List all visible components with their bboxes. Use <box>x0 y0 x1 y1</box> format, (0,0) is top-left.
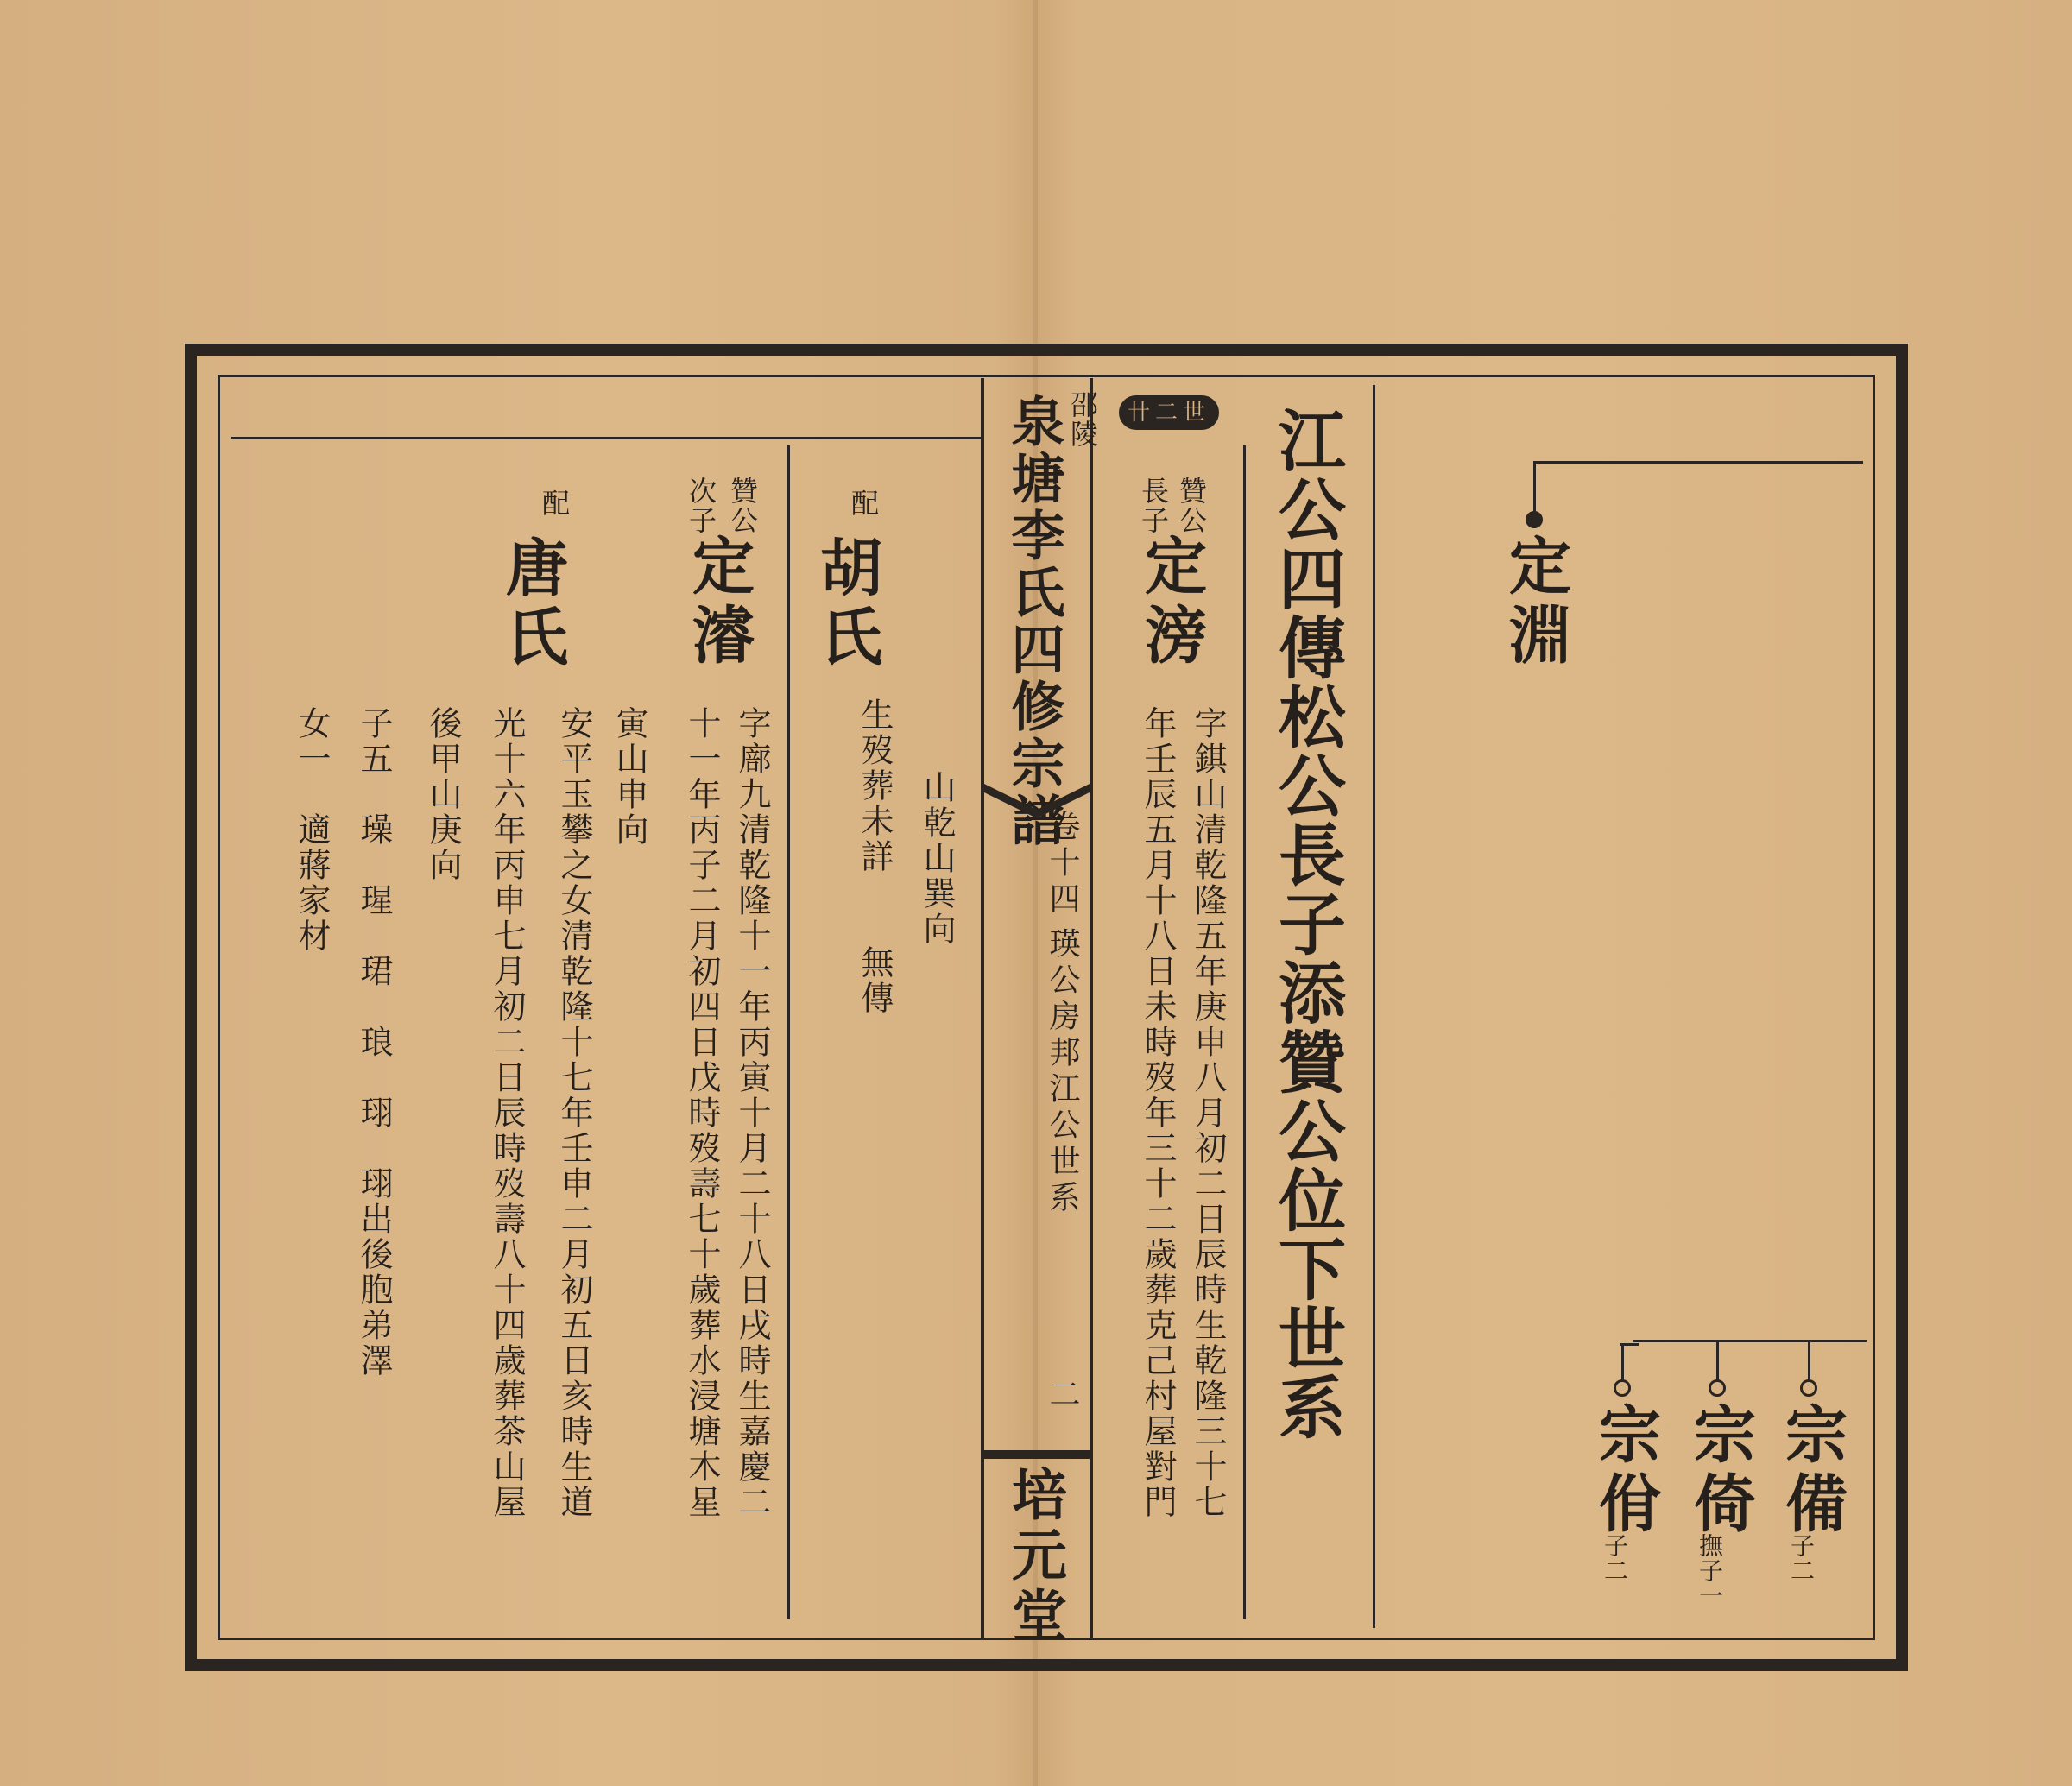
tree-branch-bottom <box>1633 1340 1867 1342</box>
entry-ding-pang-rank: 長子 <box>1137 476 1170 535</box>
entry-ding-jun-line-3: 寅山申向 <box>610 706 648 848</box>
spine-place: 邵陵 <box>1066 390 1099 449</box>
node-name-ding-yuan: 定淵 <box>1499 533 1572 672</box>
entry-rule-1 <box>1243 445 1246 1619</box>
entry-ding-pang-father: 贊公 <box>1175 476 1208 535</box>
entry-ding-jun-father: 贊公 <box>726 476 759 535</box>
spine-divider <box>984 1450 1090 1459</box>
node-note-zong-yi: 撫子一 <box>1696 1533 1724 1608</box>
entry-tang-name: 唐氏 <box>496 535 569 673</box>
entry-ding-jun-name: 定濬 <box>682 533 755 672</box>
entry-tang-line-1: 安平玉攀之女清乾隆十七年壬申二月初五日亥時生道 <box>555 706 593 1520</box>
left-page-top-rule <box>231 437 981 439</box>
tree-stem-top <box>1533 461 1536 514</box>
node-marker-zong-yi <box>1709 1379 1726 1397</box>
node-name-zong-yi-2: 宗佾 <box>1589 1402 1662 1540</box>
spine-book-title: 泉塘李氏四修宗譜 <box>1002 394 1065 849</box>
entry-ding-pang-line-3: 山乾山巽向 <box>918 770 956 947</box>
node-note-zong-yi-2: 子二 <box>1601 1533 1629 1583</box>
node-marker-zong-bei <box>1800 1379 1817 1397</box>
node-name-zong-bei: 宗備 <box>1775 1402 1848 1540</box>
entry-ding-pang-line-1: 字錤山清乾隆五年庚申八月初二日辰時生乾隆三十七 <box>1189 706 1227 1520</box>
entry-ding-jun-line-1: 字廍九清乾隆十一年丙寅十月二十八日戌時生嘉慶二 <box>733 706 771 1520</box>
entry-tang-line-3: 後甲山庚向 <box>424 706 462 883</box>
node-marker-zong-yi-2 <box>1614 1379 1631 1397</box>
tree-stem-zong-yi <box>1716 1340 1719 1383</box>
heading-column-rule <box>1373 385 1375 1628</box>
entry-ding-pang-line-2: 年壬辰五月十八日未時歿年三十二歲葬克己村屋對門 <box>1139 706 1177 1520</box>
entry-tang-daughters: 女一 適蔣家材 <box>293 706 331 954</box>
generation-badge: 卄二世 <box>1119 395 1219 430</box>
spine-hall-name: 培元堂 <box>1002 1466 1067 1647</box>
page-heading: 江公四傳松公長子添贊公位下世系 <box>1267 406 1346 1442</box>
spine-page-number: 二 <box>1045 1378 1080 1414</box>
entry-hu-spouse-label: 配 <box>847 489 880 518</box>
entry-ding-jun-rank: 次子 <box>685 476 717 535</box>
entry-tang-spouse-label: 配 <box>538 489 571 518</box>
entry-ding-jun-line-2: 十一年丙子二月初四日戊時歿壽七十歲葬水浸塘木星 <box>683 706 721 1520</box>
entry-tang-line-2: 光十六年丙申七月初二日辰時歿壽八十四歲葬茶山屋 <box>488 706 526 1520</box>
entry-hu-name: 胡氏 <box>810 535 883 673</box>
entry-tang-sons: 子五 璪 瑆 珺 琅 珝 珝出後胞弟澤 <box>355 706 393 1379</box>
tree-stem-zong-bei <box>1808 1340 1810 1383</box>
entry-rule-2 <box>787 445 790 1619</box>
spine-section: 瑛公房邦江公世系 <box>1045 927 1080 1217</box>
node-marker-ding-yuan <box>1526 511 1543 528</box>
entry-hu-line-1: 生歿葬未詳 無傳 <box>856 697 894 1016</box>
tree-branch-top <box>1533 461 1863 464</box>
node-note-zong-bei: 子二 <box>1787 1533 1816 1583</box>
tree-stem-zong-yi-2 <box>1621 1343 1624 1383</box>
node-name-zong-yi: 宗倚 <box>1684 1402 1757 1540</box>
entry-ding-pang-name: 定滂 <box>1134 533 1208 672</box>
spine-volume: 卷十四 <box>1045 810 1080 918</box>
